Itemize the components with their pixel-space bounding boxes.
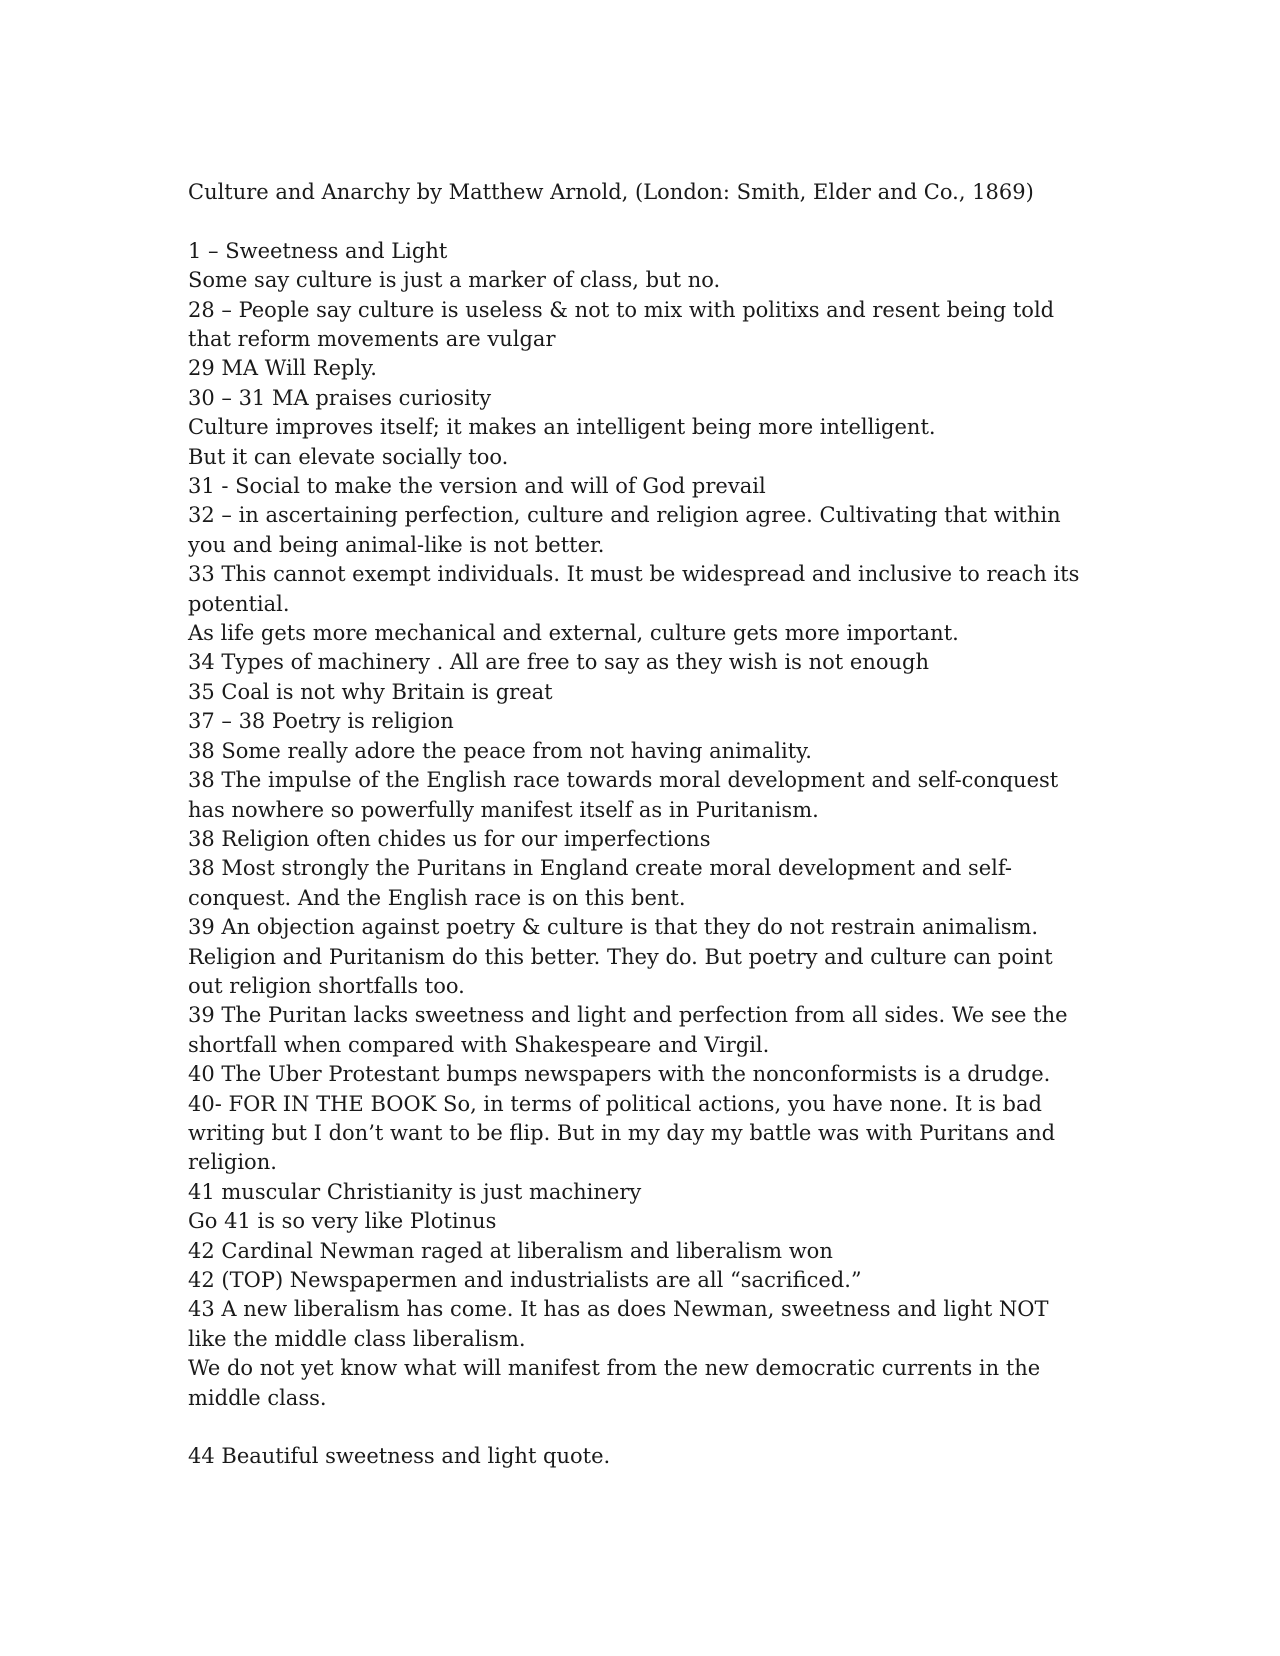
note-line: 41 muscular Christianity is just machinery	[188, 1179, 642, 1204]
note-line: But it can elevate socially too.	[188, 444, 509, 469]
note-line: 39 An objection against poetry & culture is that they do not restrain animalism. Religion and Puritanism do this better. They do. But poetry and culture can point out religion shortfalls too.	[188, 915, 1053, 998]
note-line: 1 – Sweetness and Light	[188, 238, 448, 263]
note-line: 40 The Uber Protestant bumps newspapers with the nonconformists is a drudge.	[188, 1062, 1051, 1087]
note-line: 42 (TOP) Newspapermen and industrialists are all “sacrificed.”	[188, 1268, 862, 1293]
note-line: 38 The impulse of the English race towards moral development and self-conquest has nowhere so powerfully manifest itself as in Puritanism.	[188, 768, 1059, 822]
note-line: As life gets more mechanical and external, culture gets more important.	[188, 621, 959, 646]
note-line: We do not yet know what will manifest from the new democratic currents in the middle class.	[188, 1356, 1041, 1410]
note-line: 30 – 31 MA praises curiosity	[188, 385, 492, 410]
note-line: 33 This cannot exempt individuals. It must be widespread and inclusive to reach its potential.	[188, 562, 1080, 616]
note-line: 40- FOR IN THE BOOK So, in terms of political actions, you have none. It is bad writing but I don’t want to be flip. But in my day my battle was with Puritans and religion.	[188, 1091, 1056, 1175]
note-line: 32 – in ascertaining perfection, culture and religion agree. Cultivating that within you and being animal-like is not better.	[188, 503, 1061, 557]
blank-line	[188, 1413, 1093, 1442]
document-body	[188, 178, 1093, 1472]
note-line: 39 The Puritan lacks sweetness and light and perfection from all sides. We see the shortfall when compared with Shakespeare and Virgil.	[188, 1003, 1068, 1057]
note-line: 37 – 38 Poetry is religion	[188, 709, 454, 734]
final-note-line: 44 Beautiful sweetness and light quote.	[188, 1444, 611, 1469]
note-line: 38 Most strongly the Puritans in England create moral development and self-conquest. And the English race is on this bent.	[188, 856, 1013, 910]
note-line: 38 Religion often chides us for our imperfections	[188, 826, 711, 851]
note-line: 28 – People say culture is useless & not to mix with politixs and resent being told that reform movements are vulgar	[188, 297, 1055, 352]
note-line: 29 MA Will Reply.	[188, 356, 377, 381]
note-line: Go 41 is so very like Plotinus	[188, 1209, 497, 1234]
document-title: Culture and Anarchy by Matthew Arnold, (London: Smith, Elder and Co., 1869)	[188, 180, 1034, 204]
note-line: 38 Some really adore the peace from not having animality.	[188, 738, 812, 763]
note-line: 43 A new liberalism has come. It has as does Newman, sweetness and light NOT like the middle class liberalism.	[188, 1297, 1049, 1351]
note-line: 34 Types of machinery . All are free to say as they wish is not enough	[188, 650, 929, 675]
note-line: 31 - Social to make the version and will of God prevail	[188, 474, 766, 499]
note-line: 35 Coal is not why Britain is great	[188, 679, 553, 704]
note-line: 42 Cardinal Newman raged at liberalism and liberalism won	[188, 1238, 833, 1263]
note-line: Some say culture is just a marker of class, but no.	[188, 268, 721, 293]
notes-list	[188, 237, 1093, 1413]
note-line: Culture improves itself; it makes an intelligent being more intelligent.	[188, 415, 936, 440]
